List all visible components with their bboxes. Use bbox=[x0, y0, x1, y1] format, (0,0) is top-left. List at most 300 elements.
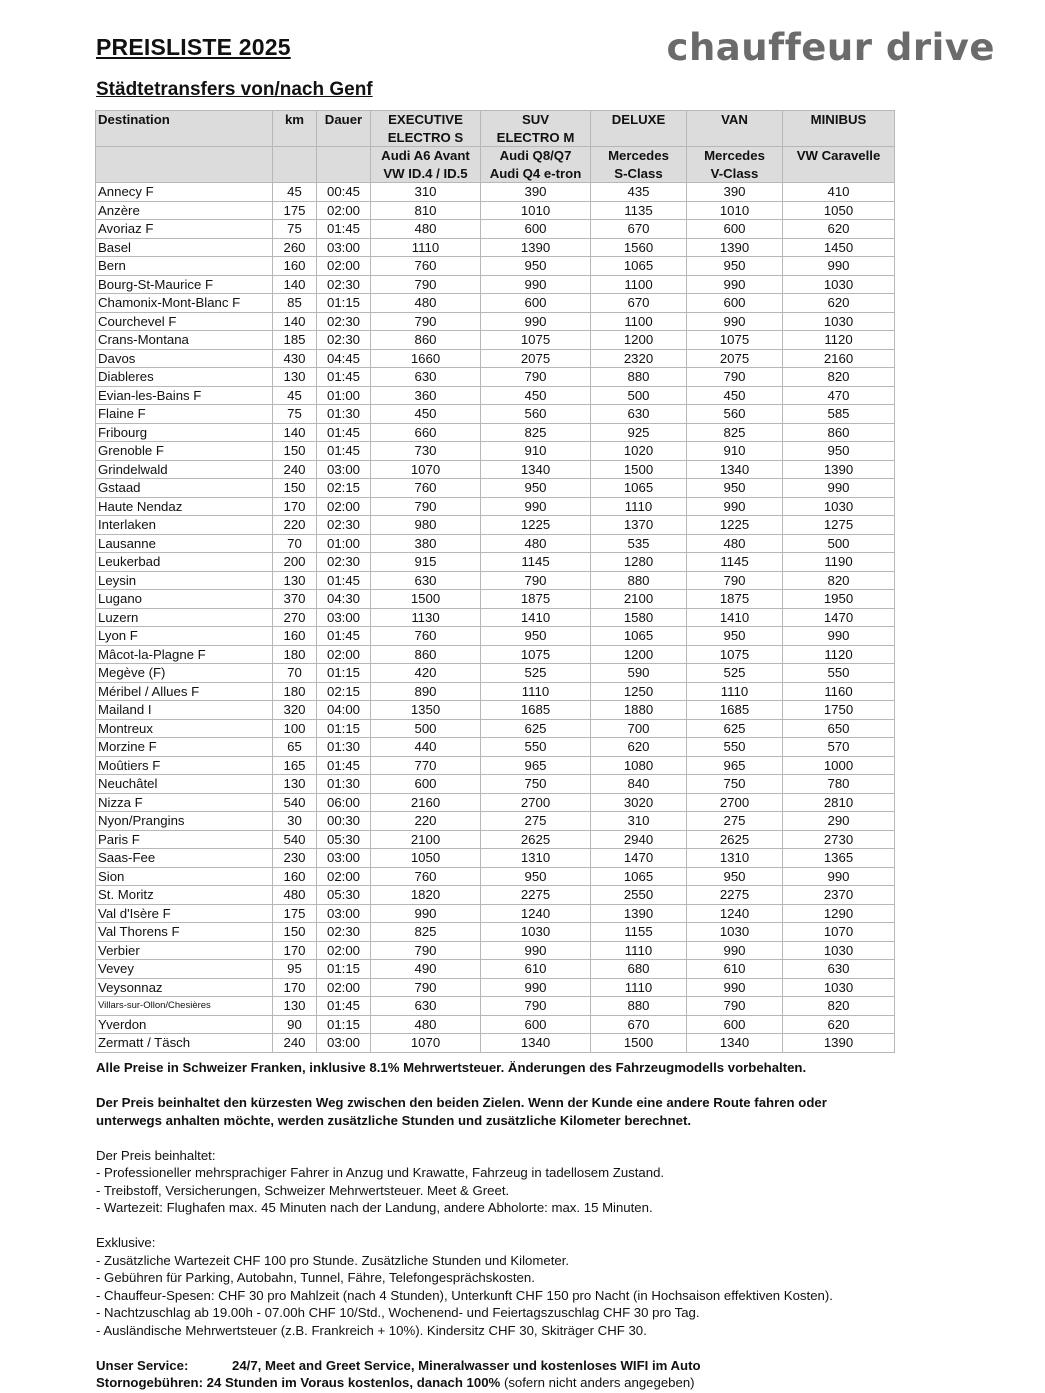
cell-suv: 950 bbox=[481, 479, 591, 498]
table-row bbox=[96, 460, 895, 479]
table-row bbox=[96, 590, 895, 609]
cell-executive: 825 bbox=[371, 923, 481, 942]
cancellation-line bbox=[96, 1374, 1016, 1392]
cell-minibus: 570 bbox=[783, 738, 895, 757]
vehicle-blank bbox=[273, 147, 317, 183]
cell-km: 170 bbox=[273, 978, 317, 997]
table-row bbox=[96, 627, 895, 646]
cell-minibus: 1390 bbox=[783, 1034, 895, 1053]
table-row bbox=[96, 997, 895, 1016]
cancellation-text: 24 Stunden im Voraus kostenlos, danach 100% bbox=[206, 1375, 501, 1390]
cell-minibus: 550 bbox=[783, 664, 895, 683]
cell-minibus: 1030 bbox=[783, 497, 895, 516]
cell-duration: 06:00 bbox=[317, 793, 371, 812]
cell-deluxe: 925 bbox=[591, 423, 687, 442]
cell-duration: 02:30 bbox=[317, 331, 371, 350]
cell-van: 1390 bbox=[687, 238, 783, 257]
cell-duration: 01:00 bbox=[317, 386, 371, 405]
cell-duration: 00:30 bbox=[317, 812, 371, 831]
cell-deluxe: 680 bbox=[591, 960, 687, 979]
cell-deluxe: 500 bbox=[591, 386, 687, 405]
cell-minibus: 1030 bbox=[783, 312, 895, 331]
cell-van: 600 bbox=[687, 220, 783, 239]
table-row bbox=[96, 312, 895, 331]
cell-duration: 01:45 bbox=[317, 442, 371, 461]
cell-van: 2625 bbox=[687, 830, 783, 849]
cell-suv: 1030 bbox=[481, 923, 591, 942]
cell-deluxe: 1110 bbox=[591, 978, 687, 997]
cell-duration: 00:45 bbox=[317, 183, 371, 202]
cell-executive: 1070 bbox=[371, 460, 481, 479]
cell-destination: Leukerbad bbox=[96, 553, 273, 572]
cell-suv: 950 bbox=[481, 627, 591, 646]
cell-destination: Avoriaz F bbox=[96, 220, 273, 239]
cell-van: 625 bbox=[687, 719, 783, 738]
cell-van: 1075 bbox=[687, 331, 783, 350]
cell-destination: Méribel / Allues F bbox=[96, 682, 273, 701]
cell-van: 1410 bbox=[687, 608, 783, 627]
cell-suv: 600 bbox=[481, 220, 591, 239]
cell-suv: 2075 bbox=[481, 349, 591, 368]
cell-executive: 1500 bbox=[371, 590, 481, 609]
col-header-destination: Destination bbox=[96, 111, 273, 147]
col-header-executive-line2: ELECTRO S bbox=[387, 129, 464, 145]
cell-km: 185 bbox=[273, 331, 317, 350]
cell-km: 230 bbox=[273, 849, 317, 868]
table-row bbox=[96, 812, 895, 831]
excluded-item: - Zusätzliche Wartezeit CHF 100 pro Stunde. Zusätzliche Stunden und Kilometer. bbox=[96, 1252, 570, 1268]
cell-van: 990 bbox=[687, 312, 783, 331]
cell-executive: 790 bbox=[371, 978, 481, 997]
cell-executive: 380 bbox=[371, 534, 481, 553]
cell-executive: 730 bbox=[371, 442, 481, 461]
cell-destination: Crans-Montana bbox=[96, 331, 273, 350]
cell-suv: 965 bbox=[481, 756, 591, 775]
included-item: - Professioneller mehrsprachiger Fahrer in Anzug und Krawatte, Fahrzeug in tadellosem Zustand. bbox=[96, 1165, 665, 1180]
cell-minibus: 2810 bbox=[783, 793, 895, 812]
cell-van: 1875 bbox=[687, 590, 783, 609]
cell-duration: 03:00 bbox=[317, 460, 371, 479]
cell-executive: 490 bbox=[371, 960, 481, 979]
vehicle-suv-line1: Audi Q8/Q7 bbox=[499, 148, 572, 163]
cell-suv: 550 bbox=[481, 738, 591, 757]
cell-van: 1030 bbox=[687, 923, 783, 942]
cell-duration: 01:45 bbox=[317, 368, 371, 387]
cell-destination: Val Thorens F bbox=[96, 923, 273, 942]
cell-deluxe: 1110 bbox=[591, 941, 687, 960]
cell-destination: Villars-sur-Ollon/Chesières bbox=[96, 997, 273, 1016]
cell-executive: 480 bbox=[371, 220, 481, 239]
table-row bbox=[96, 886, 895, 905]
cell-minibus: 1450 bbox=[783, 238, 895, 257]
cell-suv: 1875 bbox=[481, 590, 591, 609]
service-line bbox=[96, 1357, 1016, 1375]
cell-minibus: 620 bbox=[783, 220, 895, 239]
table-row bbox=[96, 923, 895, 942]
cell-destination: Davos bbox=[96, 349, 273, 368]
cell-van: 600 bbox=[687, 1015, 783, 1034]
cell-executive: 890 bbox=[371, 682, 481, 701]
cell-duration: 01:45 bbox=[317, 756, 371, 775]
cell-destination: Haute Nendaz bbox=[96, 497, 273, 516]
cell-suv: 560 bbox=[481, 405, 591, 424]
cell-destination: Zermatt / Täsch bbox=[96, 1034, 273, 1053]
cell-destination: Evian-les-Bains F bbox=[96, 386, 273, 405]
cell-km: 100 bbox=[273, 719, 317, 738]
cell-km: 240 bbox=[273, 460, 317, 479]
price-rows bbox=[96, 183, 895, 1053]
cell-deluxe: 1020 bbox=[591, 442, 687, 461]
vehicle-executive-line1: Audi A6 Avant bbox=[381, 148, 470, 163]
cell-van: 790 bbox=[687, 571, 783, 590]
cell-suv: 480 bbox=[481, 534, 591, 553]
cell-destination: Anzère bbox=[96, 201, 273, 220]
cell-executive: 760 bbox=[371, 479, 481, 498]
cell-minibus: 585 bbox=[783, 405, 895, 424]
cell-deluxe: 2100 bbox=[591, 590, 687, 609]
cell-duration: 02:15 bbox=[317, 682, 371, 701]
cell-km: 140 bbox=[273, 312, 317, 331]
cell-van: 450 bbox=[687, 386, 783, 405]
table-row bbox=[96, 368, 895, 387]
cell-destination: Morzine F bbox=[96, 738, 273, 757]
cell-executive: 1070 bbox=[371, 1034, 481, 1053]
cell-minibus: 1365 bbox=[783, 849, 895, 868]
cell-van: 480 bbox=[687, 534, 783, 553]
cell-executive: 220 bbox=[371, 812, 481, 831]
vehicle-executive bbox=[371, 147, 481, 183]
vehicle-suv bbox=[481, 147, 591, 183]
cell-executive: 760 bbox=[371, 257, 481, 276]
cell-van: 610 bbox=[687, 960, 783, 979]
vehicle-deluxe-line1: Mercedes bbox=[608, 148, 669, 163]
table-row bbox=[96, 516, 895, 535]
cell-suv: 990 bbox=[481, 978, 591, 997]
col-header-suv-line2: ELECTRO M bbox=[496, 129, 575, 145]
cell-deluxe: 1580 bbox=[591, 608, 687, 627]
cell-suv: 1240 bbox=[481, 904, 591, 923]
cell-deluxe: 1065 bbox=[591, 867, 687, 886]
cell-destination: Saas-Fee bbox=[96, 849, 273, 868]
section-subtitle: Städtetransfers von/nach Genf bbox=[96, 79, 373, 100]
cell-van: 390 bbox=[687, 183, 783, 202]
cell-km: 175 bbox=[273, 904, 317, 923]
cell-deluxe: 1135 bbox=[591, 201, 687, 220]
cell-duration: 03:00 bbox=[317, 608, 371, 627]
cell-executive: 790 bbox=[371, 312, 481, 331]
cell-destination: St. Moritz bbox=[96, 886, 273, 905]
cell-destination: Diableres bbox=[96, 368, 273, 387]
cell-deluxe: 1065 bbox=[591, 257, 687, 276]
cell-suv: 2275 bbox=[481, 886, 591, 905]
included-heading: Der Preis beinhaltet: bbox=[96, 1147, 216, 1163]
col-header-km: km bbox=[273, 111, 317, 147]
cell-suv: 950 bbox=[481, 257, 591, 276]
cell-executive: 790 bbox=[371, 275, 481, 294]
cell-km: 200 bbox=[273, 553, 317, 572]
cancellation-suffix: (sofern nicht anders angegeben) bbox=[500, 1375, 695, 1390]
cell-km: 220 bbox=[273, 516, 317, 535]
cell-destination: Val d'Isère F bbox=[96, 904, 273, 923]
cell-van: 1340 bbox=[687, 1034, 783, 1053]
cell-executive: 630 bbox=[371, 571, 481, 590]
cell-executive: 770 bbox=[371, 756, 481, 775]
cell-executive: 915 bbox=[371, 553, 481, 572]
col-header-executive bbox=[371, 111, 481, 147]
cell-destination: Veysonnaz bbox=[96, 978, 273, 997]
table-row bbox=[96, 183, 895, 202]
cell-executive: 600 bbox=[371, 775, 481, 794]
cell-duration: 01:00 bbox=[317, 534, 371, 553]
cell-deluxe: 1155 bbox=[591, 923, 687, 942]
cell-van: 990 bbox=[687, 497, 783, 516]
cell-executive: 760 bbox=[371, 627, 481, 646]
table-row bbox=[96, 331, 895, 350]
cell-duration: 03:00 bbox=[317, 904, 371, 923]
cell-executive: 420 bbox=[371, 664, 481, 683]
cell-duration: 02:30 bbox=[317, 923, 371, 942]
cell-minibus: 1070 bbox=[783, 923, 895, 942]
cell-deluxe: 880 bbox=[591, 997, 687, 1016]
cell-destination: Bern bbox=[96, 257, 273, 276]
cell-km: 75 bbox=[273, 405, 317, 424]
cell-van: 1240 bbox=[687, 904, 783, 923]
cell-deluxe: 435 bbox=[591, 183, 687, 202]
table-row bbox=[96, 442, 895, 461]
cell-executive: 990 bbox=[371, 904, 481, 923]
cell-km: 430 bbox=[273, 349, 317, 368]
cell-suv: 1075 bbox=[481, 645, 591, 664]
cell-executive: 440 bbox=[371, 738, 481, 757]
cell-duration: 01:15 bbox=[317, 960, 371, 979]
cell-van: 950 bbox=[687, 627, 783, 646]
cell-minibus: 1470 bbox=[783, 608, 895, 627]
cell-suv: 600 bbox=[481, 294, 591, 313]
table-row bbox=[96, 738, 895, 757]
table-row bbox=[96, 830, 895, 849]
vehicle-deluxe bbox=[591, 147, 687, 183]
cell-suv: 990 bbox=[481, 941, 591, 960]
cell-destination: Chamonix-Mont-Blanc F bbox=[96, 294, 273, 313]
vehicle-deluxe-line2: S-Class bbox=[614, 165, 663, 181]
cell-destination: Basel bbox=[96, 238, 273, 257]
cell-deluxe: 535 bbox=[591, 534, 687, 553]
cell-executive: 790 bbox=[371, 941, 481, 960]
route-note-line1: Der Preis beinhaltet den kürzesten Weg zwischen den beiden Zielen. Wenn der Kunde eine andere Route fahren oder bbox=[96, 1095, 827, 1110]
cell-executive: 450 bbox=[371, 405, 481, 424]
table-row bbox=[96, 349, 895, 368]
cell-km: 175 bbox=[273, 201, 317, 220]
cell-executive: 810 bbox=[371, 201, 481, 220]
cell-deluxe: 1100 bbox=[591, 312, 687, 331]
cell-destination: Lausanne bbox=[96, 534, 273, 553]
table-row bbox=[96, 386, 895, 405]
cell-minibus: 1030 bbox=[783, 978, 895, 997]
cell-minibus: 470 bbox=[783, 386, 895, 405]
cell-suv: 825 bbox=[481, 423, 591, 442]
cell-km: 130 bbox=[273, 368, 317, 387]
cell-executive: 860 bbox=[371, 331, 481, 350]
cell-minibus: 1290 bbox=[783, 904, 895, 923]
cell-executive: 860 bbox=[371, 645, 481, 664]
cell-van: 2075 bbox=[687, 349, 783, 368]
table-row bbox=[96, 645, 895, 664]
table-row bbox=[96, 849, 895, 868]
cell-duration: 02:15 bbox=[317, 479, 371, 498]
cell-minibus: 1030 bbox=[783, 275, 895, 294]
excluded-item: - Nachtzuschlag ab 19.00h - 07.00h CHF 10/Std., Wochenend- und Feiertagszuschlag CHF 30 pro Tag. bbox=[96, 1305, 700, 1320]
cell-executive: 980 bbox=[371, 516, 481, 535]
cancellation-label: Stornogebühren: bbox=[96, 1375, 203, 1390]
cell-executive: 1110 bbox=[371, 238, 481, 257]
cell-minibus: 950 bbox=[783, 442, 895, 461]
table-row bbox=[96, 682, 895, 701]
cell-km: 130 bbox=[273, 775, 317, 794]
vehicle-blank bbox=[317, 147, 371, 183]
vehicle-minibus-line1: VW Caravelle bbox=[796, 148, 881, 163]
cell-km: 95 bbox=[273, 960, 317, 979]
cell-executive: 630 bbox=[371, 997, 481, 1016]
cell-deluxe: 880 bbox=[591, 571, 687, 590]
cell-executive: 500 bbox=[371, 719, 481, 738]
cell-duration: 02:00 bbox=[317, 201, 371, 220]
cell-duration: 01:45 bbox=[317, 571, 371, 590]
cell-van: 950 bbox=[687, 479, 783, 498]
cell-km: 140 bbox=[273, 423, 317, 442]
cell-suv: 390 bbox=[481, 183, 591, 202]
vehicle-model-row bbox=[96, 147, 895, 183]
cell-executive: 480 bbox=[371, 1015, 481, 1034]
cell-executive: 1350 bbox=[371, 701, 481, 720]
cell-suv: 625 bbox=[481, 719, 591, 738]
cell-minibus: 860 bbox=[783, 423, 895, 442]
cell-destination: Mâcot-la-Plagne F bbox=[96, 645, 273, 664]
cell-destination: Luzern bbox=[96, 608, 273, 627]
cell-executive: 2160 bbox=[371, 793, 481, 812]
cell-deluxe: 1065 bbox=[591, 479, 687, 498]
cell-deluxe: 840 bbox=[591, 775, 687, 794]
cell-deluxe: 1080 bbox=[591, 756, 687, 775]
cell-minibus: 650 bbox=[783, 719, 895, 738]
cell-van: 1225 bbox=[687, 516, 783, 535]
cell-deluxe: 1100 bbox=[591, 275, 687, 294]
cell-suv: 1075 bbox=[481, 331, 591, 350]
cell-deluxe: 3020 bbox=[591, 793, 687, 812]
cell-km: 170 bbox=[273, 941, 317, 960]
cell-minibus: 1950 bbox=[783, 590, 895, 609]
cell-km: 160 bbox=[273, 257, 317, 276]
cell-van: 1010 bbox=[687, 201, 783, 220]
cell-executive: 310 bbox=[371, 183, 481, 202]
cell-destination: Montreux bbox=[96, 719, 273, 738]
cell-van: 950 bbox=[687, 257, 783, 276]
cell-km: 130 bbox=[273, 997, 317, 1016]
table-row bbox=[96, 553, 895, 572]
cell-minibus: 1120 bbox=[783, 331, 895, 350]
cell-suv: 1310 bbox=[481, 849, 591, 868]
cell-van: 2275 bbox=[687, 886, 783, 905]
excluded-item: - Gebühren für Parking, Autobahn, Tunnel, Fähre, Telefongesprächskosten. bbox=[96, 1270, 535, 1285]
cell-suv: 1225 bbox=[481, 516, 591, 535]
cell-deluxe: 1470 bbox=[591, 849, 687, 868]
cell-suv: 1685 bbox=[481, 701, 591, 720]
vehicle-suv-line2: Audi Q4 e-tron bbox=[489, 165, 582, 181]
cell-minibus: 2730 bbox=[783, 830, 895, 849]
cell-van: 750 bbox=[687, 775, 783, 794]
cell-executive: 660 bbox=[371, 423, 481, 442]
cell-duration: 01:15 bbox=[317, 294, 371, 313]
currency-note: Alle Preise in Schweizer Franken, inklusive 8.1% Mehrwertsteuer. Änderungen des Fahrzeugmodells vorbehalten. bbox=[96, 1060, 807, 1075]
cell-km: 70 bbox=[273, 534, 317, 553]
cell-duration: 02:00 bbox=[317, 645, 371, 664]
cell-executive: 630 bbox=[371, 368, 481, 387]
cell-van: 1145 bbox=[687, 553, 783, 572]
cell-minibus: 500 bbox=[783, 534, 895, 553]
cell-duration: 02:00 bbox=[317, 941, 371, 960]
cell-suv: 1110 bbox=[481, 682, 591, 701]
col-header-duration: Dauer bbox=[317, 111, 371, 147]
cell-destination: Leysin bbox=[96, 571, 273, 590]
cell-executive: 760 bbox=[371, 867, 481, 886]
cell-destination: Verbier bbox=[96, 941, 273, 960]
cell-km: 140 bbox=[273, 275, 317, 294]
cell-destination: Lyon F bbox=[96, 627, 273, 646]
table-row bbox=[96, 571, 895, 590]
cell-duration: 01:30 bbox=[317, 405, 371, 424]
cell-deluxe: 1280 bbox=[591, 553, 687, 572]
cell-minibus: 780 bbox=[783, 775, 895, 794]
cell-suv: 1145 bbox=[481, 553, 591, 572]
cell-duration: 02:30 bbox=[317, 312, 371, 331]
cell-duration: 02:00 bbox=[317, 867, 371, 886]
cell-km: 270 bbox=[273, 608, 317, 627]
cell-suv: 610 bbox=[481, 960, 591, 979]
vehicle-minibus bbox=[783, 147, 895, 183]
cell-deluxe: 1560 bbox=[591, 238, 687, 257]
cell-duration: 01:15 bbox=[317, 1015, 371, 1034]
cell-km: 150 bbox=[273, 479, 317, 498]
cell-van: 525 bbox=[687, 664, 783, 683]
cell-van: 1110 bbox=[687, 682, 783, 701]
cell-suv: 990 bbox=[481, 275, 591, 294]
cell-minibus: 1000 bbox=[783, 756, 895, 775]
cell-van: 550 bbox=[687, 738, 783, 757]
cell-deluxe: 310 bbox=[591, 812, 687, 831]
cell-minibus: 1190 bbox=[783, 553, 895, 572]
cell-minibus: 820 bbox=[783, 368, 895, 387]
cell-suv: 950 bbox=[481, 867, 591, 886]
cell-duration: 01:45 bbox=[317, 627, 371, 646]
cell-deluxe: 2320 bbox=[591, 349, 687, 368]
cell-destination: Fribourg bbox=[96, 423, 273, 442]
cell-km: 370 bbox=[273, 590, 317, 609]
cell-deluxe: 1110 bbox=[591, 497, 687, 516]
cell-km: 30 bbox=[273, 812, 317, 831]
cell-deluxe: 1200 bbox=[591, 645, 687, 664]
cell-destination: Moûtiers F bbox=[96, 756, 273, 775]
cell-van: 790 bbox=[687, 997, 783, 1016]
table-row bbox=[96, 257, 895, 276]
cell-deluxe: 670 bbox=[591, 220, 687, 239]
cell-minibus: 290 bbox=[783, 812, 895, 831]
vehicle-van bbox=[687, 147, 783, 183]
col-header-suv bbox=[481, 111, 591, 147]
cell-minibus: 990 bbox=[783, 257, 895, 276]
cell-km: 85 bbox=[273, 294, 317, 313]
cell-deluxe: 2550 bbox=[591, 886, 687, 905]
cell-minibus: 2370 bbox=[783, 886, 895, 905]
cell-executive: 360 bbox=[371, 386, 481, 405]
